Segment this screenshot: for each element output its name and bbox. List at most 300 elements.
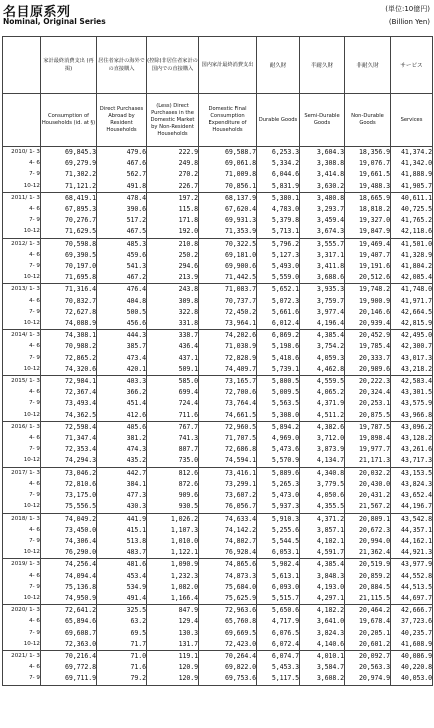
value-cell: 807.7 bbox=[147, 444, 199, 455]
value-cell: 5,661.6 bbox=[257, 307, 300, 318]
table-row bbox=[3, 272, 433, 284]
value-cell: 69,181.0 bbox=[199, 250, 257, 261]
value-cell: 40,053.0 bbox=[391, 673, 433, 685]
value-cell: 69,608.7 bbox=[41, 628, 97, 639]
value-cell: 467.5 bbox=[97, 226, 147, 238]
year-group bbox=[3, 559, 433, 605]
value-cell: 74,320.6 bbox=[41, 364, 97, 376]
value-cell: 6,012.4 bbox=[257, 318, 300, 330]
table-row bbox=[3, 421, 433, 433]
value-cell: 5,515.7 bbox=[257, 593, 300, 605]
col-header-en-services: Services bbox=[391, 94, 433, 147]
value-cell: 42,495.0 bbox=[391, 330, 433, 342]
period-cell: 7- 9 bbox=[3, 261, 41, 272]
table-row bbox=[3, 215, 433, 226]
value-cell: 69,669.5 bbox=[199, 628, 257, 639]
value-cell: 73,450.0 bbox=[41, 525, 97, 536]
value-cell: 20,974.9 bbox=[345, 673, 391, 685]
value-cell: 43,261.6 bbox=[391, 444, 433, 455]
header-row-en bbox=[3, 94, 433, 147]
year-group bbox=[3, 147, 433, 193]
value-cell: 71,347.4 bbox=[41, 433, 97, 444]
value-cell: 3,641.0 bbox=[300, 616, 345, 627]
table-row bbox=[3, 467, 433, 479]
table-row bbox=[3, 307, 433, 318]
value-cell: 70,856.1 bbox=[199, 181, 257, 193]
value-cell: 20,939.4 bbox=[345, 318, 391, 330]
value-cell: 65,760.8 bbox=[199, 616, 257, 627]
period-cell: 2014/ 1- 3 bbox=[3, 330, 41, 342]
value-cell: 119.1 bbox=[147, 650, 199, 662]
period-cell: 2020/ 1- 3 bbox=[3, 605, 41, 617]
value-cell: 483.7 bbox=[97, 547, 147, 559]
value-cell: 71.0 bbox=[97, 650, 147, 662]
period-cell: 10-12 bbox=[3, 318, 41, 330]
value-cell: 3,857.1 bbox=[300, 525, 345, 536]
table-row bbox=[3, 501, 433, 513]
col-header-en-durable: Durable Goods bbox=[257, 94, 300, 147]
period-cell: 4- 6 bbox=[3, 158, 41, 169]
value-cell: 120.9 bbox=[147, 673, 199, 685]
col-header-jp-nondurable: 非耐久財 bbox=[345, 37, 391, 94]
value-cell: 41,501.0 bbox=[391, 238, 433, 250]
value-cell: 43,824.3 bbox=[391, 479, 433, 490]
value-cell: 19,469.4 bbox=[345, 238, 391, 250]
value-cell: 70,276.7 bbox=[41, 215, 97, 226]
period-cell: 7- 9 bbox=[3, 628, 41, 639]
value-cell: 403.3 bbox=[97, 376, 147, 388]
value-cell: 41,374.2 bbox=[391, 147, 433, 159]
value-cell: 63.2 bbox=[97, 616, 147, 627]
table-row bbox=[3, 593, 433, 605]
year-group bbox=[3, 421, 433, 467]
value-cell: 226.7 bbox=[147, 181, 199, 193]
value-cell: 44,513.5 bbox=[391, 582, 433, 593]
value-cell: 41,608.9 bbox=[391, 639, 433, 651]
value-cell: 69.5 bbox=[97, 628, 147, 639]
value-cell: 72,367.4 bbox=[41, 387, 97, 398]
value-cell: 72,627.8 bbox=[41, 307, 97, 318]
value-cell: 322.8 bbox=[147, 307, 199, 318]
value-cell: 5,570.9 bbox=[257, 455, 300, 467]
value-cell: 3,480.8 bbox=[300, 192, 345, 204]
col-header-jp-domestic: 国内家計最終消費支出 bbox=[199, 37, 257, 94]
unit-label-jp: (単位:10億円) bbox=[385, 5, 430, 13]
period-cell: 2018/ 1- 3 bbox=[3, 513, 41, 525]
value-cell: 4,969.0 bbox=[257, 433, 300, 444]
value-cell: 74,633.4 bbox=[199, 513, 257, 525]
value-cell: 70,737.7 bbox=[199, 296, 257, 307]
col-header-en-domestic: Domestic Final Consumption Expenditure of Households bbox=[199, 94, 257, 147]
value-cell: 4,385.4 bbox=[300, 330, 345, 342]
year-group bbox=[3, 467, 433, 513]
value-cell: 71,009.8 bbox=[199, 169, 257, 180]
value-cell: 20,512.6 bbox=[345, 272, 391, 284]
value-cell: 1,107.3 bbox=[147, 525, 199, 536]
value-cell: 6,093.0 bbox=[257, 582, 300, 593]
value-cell: 19,076.7 bbox=[345, 158, 391, 169]
data-table bbox=[2, 36, 433, 686]
value-cell: 243.8 bbox=[147, 284, 199, 296]
table-row bbox=[3, 605, 433, 617]
value-cell: 115.8 bbox=[147, 204, 199, 215]
value-cell: 4,050.6 bbox=[300, 490, 345, 501]
value-cell: 18,818.2 bbox=[345, 204, 391, 215]
value-cell: 120.9 bbox=[147, 662, 199, 673]
value-cell: 70,598.8 bbox=[41, 238, 97, 250]
value-cell: 3,754.2 bbox=[300, 341, 345, 352]
value-cell: 19,678.4 bbox=[345, 616, 391, 627]
value-cell: 43,218.2 bbox=[391, 364, 433, 376]
value-cell: 43,017.3 bbox=[391, 353, 433, 364]
value-cell: 5,334.2 bbox=[257, 158, 300, 169]
value-cell: 20,222.3 bbox=[345, 376, 391, 388]
value-cell: 41,328.9 bbox=[391, 250, 433, 261]
value-cell: 366.2 bbox=[97, 387, 147, 398]
value-cell: 43,575.9 bbox=[391, 398, 433, 409]
value-cell: 72,963.6 bbox=[199, 605, 257, 617]
table-row bbox=[3, 398, 433, 409]
value-cell: 74,094.4 bbox=[41, 571, 97, 582]
value-cell: 43,966.8 bbox=[391, 410, 433, 422]
value-cell: 467.6 bbox=[97, 158, 147, 169]
value-cell: 42,085.4 bbox=[391, 272, 433, 284]
value-cell: 41,905.7 bbox=[391, 181, 433, 193]
value-cell: 71,038.9 bbox=[199, 341, 257, 352]
value-cell: 711.6 bbox=[147, 410, 199, 422]
value-cell: 72,598.4 bbox=[41, 421, 97, 433]
value-cell: 71,083.7 bbox=[199, 284, 257, 296]
value-cell: 192.0 bbox=[147, 226, 199, 238]
value-cell: 41,765.2 bbox=[391, 215, 433, 226]
period-cell: 4- 6 bbox=[3, 525, 41, 536]
value-cell: 19,785.4 bbox=[345, 341, 391, 352]
value-cell: 1,232.3 bbox=[147, 571, 199, 582]
value-cell: 76,056.7 bbox=[199, 501, 257, 513]
table-row bbox=[3, 364, 433, 376]
value-cell: 44,552.8 bbox=[391, 571, 433, 582]
value-cell: 4,059.3 bbox=[300, 353, 345, 364]
value-cell: 71,353.9 bbox=[199, 226, 257, 238]
value-cell: 456.6 bbox=[97, 318, 147, 330]
value-cell: 69,711.9 bbox=[41, 673, 97, 685]
value-cell: 72,960.5 bbox=[199, 421, 257, 433]
value-cell: 69,772.8 bbox=[41, 662, 97, 673]
value-cell: 20,601.2 bbox=[345, 639, 391, 651]
value-cell: 20,519.9 bbox=[345, 559, 391, 571]
value-cell: 3,308.8 bbox=[300, 158, 345, 169]
value-cell: 3,688.6 bbox=[300, 272, 345, 284]
value-cell: 6,869.2 bbox=[257, 330, 300, 342]
value-cell: 72,686.8 bbox=[199, 444, 257, 455]
value-cell: 19,900.9 bbox=[345, 296, 391, 307]
period-cell: 7- 9 bbox=[3, 307, 41, 318]
value-cell: 20,809.1 bbox=[345, 513, 391, 525]
col-header-en-nonresident: (Less) Direct Purchases in the Domestic Market by Non-Resident Households bbox=[147, 94, 199, 147]
value-cell: 479.6 bbox=[97, 147, 147, 159]
value-cell: 44,921.3 bbox=[391, 547, 433, 559]
header-row-jp bbox=[3, 37, 433, 94]
value-cell: 6,053.1 bbox=[257, 547, 300, 559]
period-cell: 10-12 bbox=[3, 455, 41, 467]
value-cell: 20,452.9 bbox=[345, 330, 391, 342]
table-row bbox=[3, 238, 433, 250]
value-cell: 430.3 bbox=[97, 501, 147, 513]
value-cell: 19,847.9 bbox=[345, 226, 391, 238]
value-cell: 42,664.5 bbox=[391, 307, 433, 318]
value-cell: 1,122.1 bbox=[147, 547, 199, 559]
period-cell: 2019/ 1- 3 bbox=[3, 559, 41, 571]
value-cell: 4,196.4 bbox=[300, 318, 345, 330]
value-cell: 4,591.7 bbox=[300, 547, 345, 559]
table-row bbox=[3, 479, 433, 490]
table-row bbox=[3, 650, 433, 662]
value-cell: 74,049.2 bbox=[41, 513, 97, 525]
value-cell: 5,453.3 bbox=[257, 662, 300, 673]
value-cell: 724.4 bbox=[147, 398, 199, 409]
value-cell: 76,290.0 bbox=[41, 547, 97, 559]
value-cell: 19,488.3 bbox=[345, 181, 391, 193]
value-cell: 44,697.7 bbox=[391, 593, 433, 605]
value-cell: 74,950.9 bbox=[41, 593, 97, 605]
value-cell: 6,076.5 bbox=[257, 628, 300, 639]
value-cell: 130.3 bbox=[147, 628, 199, 639]
value-cell: 74,873.3 bbox=[199, 571, 257, 582]
value-cell: 20,875.5 bbox=[345, 410, 391, 422]
value-cell: 42,583.4 bbox=[391, 376, 433, 388]
value-cell: 21,362.4 bbox=[345, 547, 391, 559]
value-cell: 37,723.6 bbox=[391, 616, 433, 627]
value-cell: 4,182.2 bbox=[300, 605, 345, 617]
value-cell: 5,493.0 bbox=[257, 261, 300, 272]
value-cell: 71.7 bbox=[97, 639, 147, 651]
value-cell: 4,385.4 bbox=[300, 559, 345, 571]
value-cell: 65,894.6 bbox=[41, 616, 97, 627]
value-cell: 491.4 bbox=[97, 593, 147, 605]
value-cell: 72,353.4 bbox=[41, 444, 97, 455]
period-cell: 4- 6 bbox=[3, 204, 41, 215]
value-cell: 442.7 bbox=[97, 467, 147, 479]
year-group bbox=[3, 238, 433, 284]
table-row bbox=[3, 192, 433, 204]
value-cell: 18,356.9 bbox=[345, 147, 391, 159]
value-cell: 1,010.0 bbox=[147, 536, 199, 547]
value-cell: 72,810.6 bbox=[41, 479, 97, 490]
value-cell: 71,316.4 bbox=[41, 284, 97, 296]
value-cell: 3,604.3 bbox=[300, 147, 345, 159]
value-cell: 71,695.8 bbox=[41, 272, 97, 284]
value-cell: 76,928.4 bbox=[199, 547, 257, 559]
table-row bbox=[3, 296, 433, 307]
value-cell: 4,340.8 bbox=[300, 467, 345, 479]
value-cell: 4,717.9 bbox=[257, 616, 300, 627]
value-cell: 476.4 bbox=[97, 284, 147, 296]
value-cell: 21,115.5 bbox=[345, 593, 391, 605]
value-cell: 3,848.3 bbox=[300, 571, 345, 582]
value-cell: 4,065.2 bbox=[300, 387, 345, 398]
value-cell: 437.1 bbox=[147, 353, 199, 364]
value-cell: 70,988.2 bbox=[41, 341, 97, 352]
value-cell: 74,202.6 bbox=[199, 330, 257, 342]
table-row bbox=[3, 410, 433, 422]
col-header-en-period bbox=[3, 94, 41, 147]
value-cell: 3,459.4 bbox=[300, 215, 345, 226]
value-cell: 41,342.0 bbox=[391, 158, 433, 169]
value-cell: 3,674.3 bbox=[300, 226, 345, 238]
col-header-en-consumption: Consumption of Households (id. at §) bbox=[41, 94, 97, 147]
col-header-jp-services: サービス bbox=[391, 37, 433, 94]
table-row bbox=[3, 284, 433, 296]
value-cell: 131.7 bbox=[147, 639, 199, 651]
period-cell: 7- 9 bbox=[3, 169, 41, 180]
table-row bbox=[3, 571, 433, 582]
value-cell: 71,121.2 bbox=[41, 181, 97, 193]
value-cell: 444.3 bbox=[97, 330, 147, 342]
value-cell: 562.7 bbox=[97, 169, 147, 180]
value-cell: 69,931.3 bbox=[199, 215, 257, 226]
value-cell: 4,134.7 bbox=[300, 455, 345, 467]
value-cell: 42,815.9 bbox=[391, 318, 433, 330]
value-cell: 1,166.4 bbox=[147, 593, 199, 605]
value-cell: 72,700.6 bbox=[199, 387, 257, 398]
value-cell: 19,977.7 bbox=[345, 444, 391, 455]
value-cell: 69,753.6 bbox=[199, 673, 257, 685]
value-cell: 5,613.1 bbox=[257, 571, 300, 582]
value-cell: 73,764.4 bbox=[199, 398, 257, 409]
value-cell: 41,888.9 bbox=[391, 169, 433, 180]
value-cell: 517.2 bbox=[97, 215, 147, 226]
value-cell: 435.2 bbox=[97, 455, 147, 467]
value-cell: 72,828.9 bbox=[199, 353, 257, 364]
value-cell: 384.1 bbox=[97, 479, 147, 490]
value-cell: 42,300.7 bbox=[391, 341, 433, 352]
period-cell: 4- 6 bbox=[3, 433, 41, 444]
value-cell: 5,910.3 bbox=[257, 513, 300, 525]
table-row bbox=[3, 662, 433, 673]
value-cell: 4,102.1 bbox=[300, 536, 345, 547]
value-cell: 213.9 bbox=[147, 272, 199, 284]
value-cell: 585.0 bbox=[147, 376, 199, 388]
value-cell: 385.7 bbox=[97, 341, 147, 352]
value-cell: 451.4 bbox=[97, 398, 147, 409]
table-row bbox=[3, 639, 433, 651]
period-cell: 4- 6 bbox=[3, 296, 41, 307]
value-cell: 40,725.5 bbox=[391, 204, 433, 215]
period-cell: 7- 9 bbox=[3, 215, 41, 226]
period-cell: 7- 9 bbox=[3, 673, 41, 685]
value-cell: 5,739.1 bbox=[257, 364, 300, 376]
value-cell: 6,044.6 bbox=[257, 169, 300, 180]
value-cell: 19,191.6 bbox=[345, 261, 391, 272]
value-cell: 5,308.0 bbox=[257, 410, 300, 422]
value-cell: 5,982.4 bbox=[257, 559, 300, 571]
value-cell: 20,994.0 bbox=[345, 536, 391, 547]
year-group bbox=[3, 650, 433, 685]
value-cell: 381.2 bbox=[97, 433, 147, 444]
value-cell: 930.5 bbox=[147, 501, 199, 513]
value-cell: 21,567.2 bbox=[345, 501, 391, 513]
year-group bbox=[3, 513, 433, 559]
value-cell: 72,423.0 bbox=[199, 639, 257, 651]
value-cell: 74,256.4 bbox=[41, 559, 97, 571]
period-cell: 10-12 bbox=[3, 547, 41, 559]
table-row bbox=[3, 181, 433, 193]
value-cell: 18,665.9 bbox=[345, 192, 391, 204]
col-header-en-nondurable: Non-Durable Goods bbox=[345, 94, 391, 147]
value-cell: 5,380.1 bbox=[257, 192, 300, 204]
value-cell: 767.7 bbox=[147, 421, 199, 433]
period-cell: 4- 6 bbox=[3, 250, 41, 261]
value-cell: 73,964.1 bbox=[199, 318, 257, 330]
value-cell: 3,411.8 bbox=[300, 261, 345, 272]
table-row bbox=[3, 147, 433, 159]
value-cell: 44,357.1 bbox=[391, 525, 433, 536]
table-row bbox=[3, 547, 433, 559]
value-cell: 68,419.1 bbox=[41, 192, 97, 204]
period-cell: 2013/ 1- 3 bbox=[3, 284, 41, 296]
value-cell: 5,559.0 bbox=[257, 272, 300, 284]
period-cell: 4- 6 bbox=[3, 341, 41, 352]
value-cell: 20,205.1 bbox=[345, 628, 391, 639]
period-cell: 10-12 bbox=[3, 593, 41, 605]
value-cell: 3,317.1 bbox=[300, 250, 345, 261]
value-cell: 70,832.7 bbox=[41, 296, 97, 307]
value-cell: 4,355.5 bbox=[300, 501, 345, 513]
value-cell: 74,088.9 bbox=[41, 318, 97, 330]
value-cell: 43,977.9 bbox=[391, 559, 433, 571]
value-cell: 73,493.4 bbox=[41, 398, 97, 409]
value-cell: 513.8 bbox=[97, 536, 147, 547]
value-cell: 72,984.1 bbox=[41, 376, 97, 388]
value-cell: 69,390.5 bbox=[41, 250, 97, 261]
value-cell: 72,363.0 bbox=[41, 639, 97, 651]
col-header-jp-semidurable: 半耐久財 bbox=[300, 37, 345, 94]
year-group bbox=[3, 330, 433, 376]
value-cell: 412.6 bbox=[97, 410, 147, 422]
value-cell: 4,371.2 bbox=[300, 513, 345, 525]
value-cell: 459.6 bbox=[97, 250, 147, 261]
value-cell: 74,142.2 bbox=[199, 525, 257, 536]
table-row bbox=[3, 318, 433, 330]
value-cell: 71,442.5 bbox=[199, 272, 257, 284]
value-cell: 6,074.7 bbox=[257, 650, 300, 662]
table-row bbox=[3, 353, 433, 364]
value-cell: 20,253.1 bbox=[345, 398, 391, 409]
value-cell: 500.5 bbox=[97, 307, 147, 318]
value-cell: 5,650.6 bbox=[257, 605, 300, 617]
value-cell: 71,302.2 bbox=[41, 169, 97, 180]
table-row bbox=[3, 341, 433, 352]
table-row bbox=[3, 455, 433, 467]
value-cell: 44,162.1 bbox=[391, 536, 433, 547]
value-cell: 5,563.5 bbox=[257, 398, 300, 409]
value-cell: 68,137.9 bbox=[199, 192, 257, 204]
value-cell: 197.2 bbox=[147, 192, 199, 204]
value-cell: 43,096.2 bbox=[391, 421, 433, 433]
value-cell: 250.2 bbox=[147, 250, 199, 261]
value-cell: 4,297.1 bbox=[300, 593, 345, 605]
value-cell: 20,431.2 bbox=[345, 490, 391, 501]
period-cell: 10-12 bbox=[3, 501, 41, 513]
value-cell: 75,625.9 bbox=[199, 593, 257, 605]
period-cell: 7- 9 bbox=[3, 444, 41, 455]
value-cell: 20,884.5 bbox=[345, 582, 391, 593]
year-group bbox=[3, 284, 433, 330]
table-row bbox=[3, 444, 433, 455]
value-cell: 44,196.7 bbox=[391, 501, 433, 513]
value-cell: 338.7 bbox=[147, 330, 199, 342]
table-row bbox=[3, 376, 433, 388]
